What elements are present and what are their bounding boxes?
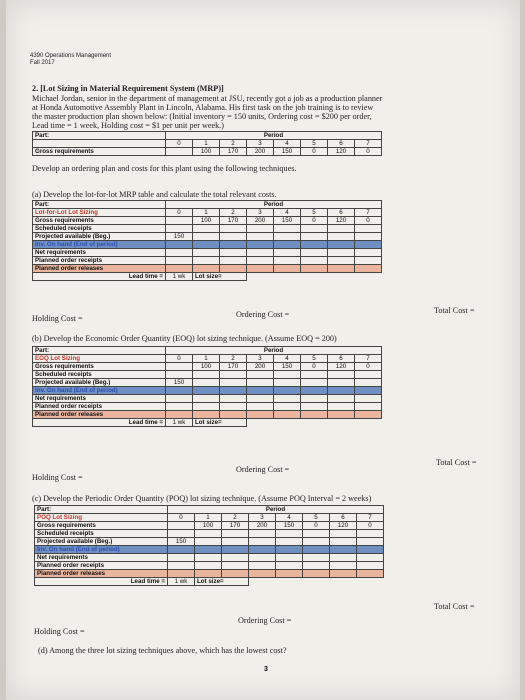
period-label: Period [166,132,382,140]
holding-cost-b: Holding Cost = [32,473,83,482]
page-number: 3 [264,666,268,673]
holding-cost-c: Holding Cost = [34,627,85,636]
technique-name: EOQ Lot Sizing [33,355,166,363]
lead-lot-row: Lead time = 1 wk Lot size= [33,419,382,427]
problem-line-1: Michael Jordan, senior in the department of management at JSU, recently got a job as a production planner [32,94,383,103]
technique-name: Lot-for-Lot Lot Sizing [33,209,166,217]
period-row: 0 1 2 3 4 5 6 7 [33,140,382,148]
ordering-cost-c: Ordering Cost = [238,616,292,625]
projected-row: Projected available (Beg.) 150 [33,233,382,241]
worksheet-page [6,0,520,700]
projected-row: Projected available (Beg.) 150 [33,379,382,387]
question-c: (c) Develop the Periodic Order Quantity (POQ) lot sizing technique. (Assume POQ Interval = 2 weeks) [32,494,372,503]
period-row: Lot-for-Lot Lot Sizing 0 1 2 3 4 5 6 7 [33,209,382,217]
gross-row: Gross requirements 100 170 200 150 0 120 0 [33,217,382,225]
gross-row: Gross requirements 100 170 200 150 0 120 0 [33,148,382,156]
mrp-table-b [32,346,382,427]
lead-lot-row: Lead time = 1 wk Lot size= [33,273,382,281]
total-cost-c: Total Cost = [434,602,475,611]
problem-after: Develop an ordering plan and costs for this plant using the following techniques. [32,164,297,173]
part-row: Part: Period [33,201,382,209]
course-header [30,53,111,67]
planned_releases-row: Planned order releases [35,570,384,578]
problem-line-4: Lead time = 1 week, Holding cost = $1 per unit per week.) [32,121,225,130]
master-production-table [32,131,382,156]
ordering-cost-a: Ordering Cost = [236,310,290,319]
period-row: POQ Lot Sizing 0 1 2 3 4 5 6 7 [35,514,384,522]
ordering-cost-b: Ordering Cost = [236,465,290,474]
onhand-row: Inv. On hand (End of period) [33,387,382,395]
lead-lot-row: Lead time = 1 wk Lot size= [35,578,384,586]
period-row: EOQ Lot Sizing 0 1 2 3 4 5 6 7 [33,355,382,363]
projected-row: Projected available (Beg.) 150 [35,538,384,546]
question-b: (b) Develop the Economic Order Quantity (EOQ) lot sizing technique. (Assume EOQ = 200) [32,334,337,343]
problem-line-2: at Honda Automotive Assembly Plant in Lincoln, Alabama. His first task on the job training is to review [32,103,374,112]
gross-row: Gross requirements 100 170 200 150 0 120 0 [35,522,384,530]
planned_receipts-row: Planned order receipts [33,403,382,411]
question-d: (d) Among the three lot sizing techniques above, which has the lowest cost? [38,646,287,655]
planned_receipts-row: Planned order receipts [33,257,382,265]
planned_releases-row: Planned order releases [33,411,382,419]
scheduled-row: Scheduled receipts [33,371,382,379]
net-row: Net requirements [35,554,384,562]
net-row: Net requirements [33,249,382,257]
onhand-row: Inv. On hand (End of period) [33,241,382,249]
part-row: Part: Period [35,506,384,514]
question-a: (a) Develop the lot-for-lot MRP table and calculate the total relevant costs. [32,190,277,199]
scheduled-row: Scheduled receipts [35,530,384,538]
holding-cost-a: Holding Cost = [32,314,83,323]
planned_releases-row: Planned order releases [33,265,382,273]
problem-title: 2. [Lot Sizing in Material Requirement System (MRP)] [32,84,224,93]
mrp-table-c [34,505,384,586]
semester: Fall 2017 [30,60,55,66]
mrp-table-a [32,200,382,281]
gross-row: Gross requirements 100 170 200 150 0 120 0 [33,363,382,371]
scheduled-row: Scheduled receipts [33,225,382,233]
part-row: Part: Period [33,347,382,355]
total-cost-b: Total Cost = [436,458,477,467]
planned_receipts-row: Planned order receipts [35,562,384,570]
course-title: 4390 Operations Management [30,53,112,59]
total-cost-a: Total Cost = [434,306,475,315]
onhand-row: Inv. On hand (End of period) [35,546,384,554]
technique-name: POQ Lot Sizing [35,514,168,522]
part-label: Part: [33,132,166,140]
net-row: Net requirements [33,395,382,403]
problem-line-3: the master production plan shown below: (Initial inventory = 150 units, Ordering cost = $200 per order, [32,112,372,121]
